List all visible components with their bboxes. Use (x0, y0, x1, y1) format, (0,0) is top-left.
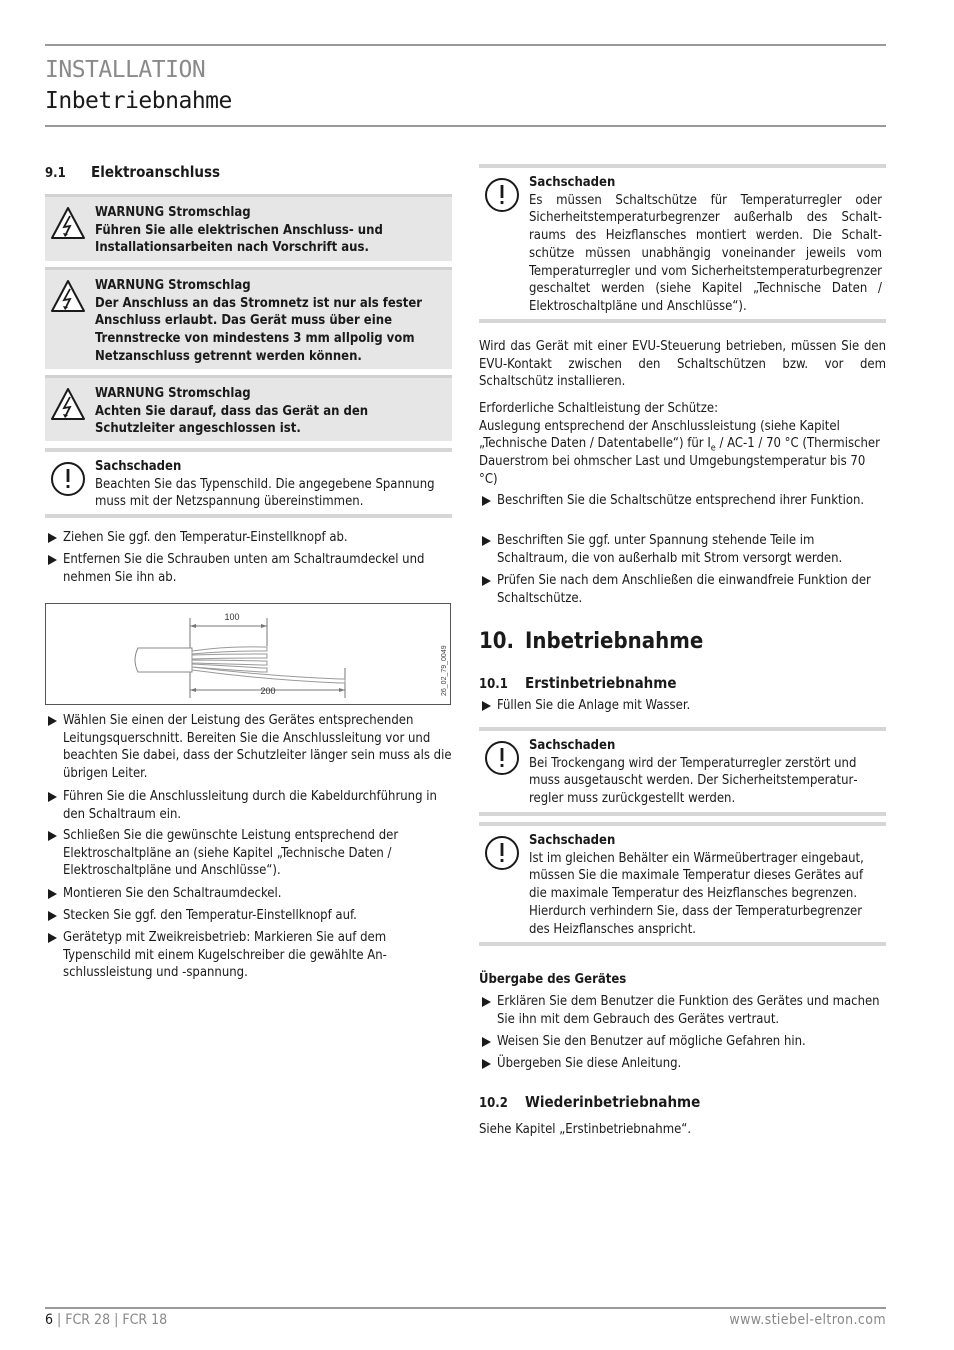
note-text (529, 832, 882, 938)
model-name: FCR 28 (65, 1312, 111, 1328)
model-name: FCR 18 (122, 1312, 168, 1328)
warning-text (95, 277, 448, 366)
section-heading-10-2 (479, 1092, 700, 1114)
note-body: Es müssen Schaltschütze für Temperaturregler oder Sicherheitstemperaturbegrenzer außerhalb des Schaltraums des Heizflansches montiert werden. Die Schaltschütze müssen unabhängig voneinander jeweils vom Temperaturregler und vom Sicherheitstemperaturbegrenzer geschaltet werden (siehe Kapitel „Technische Daten / Elektroschaltpläne und Anschlüsse“). (529, 192, 882, 314)
list-item: Wählen Sie einen der Leistung des Gerätes entsprechenden Leitungsquerschnitt. Bereiten Sie die Anschlussleitung vor und beachten Sie dabei, dass der Schutzleiter länger sein muss als die übrigen Leiter. (45, 712, 452, 783)
paragraph-see-chapter: Siehe Kapitel „Erstinbetriebnahme“. (479, 1122, 692, 1137)
electric-shock-warning-icon (50, 386, 86, 422)
list-item: Erklären Sie dem Benutzer die Funktion des Gerätes und machen Sie ihn mit dem Gebrauch des Gerätes vertraut. (479, 993, 886, 1028)
dimension-label-top: 100 (224, 612, 240, 622)
note-title: Sachschaden (529, 738, 616, 753)
exclamation-icon (484, 835, 520, 871)
warning-body: Der Anschluss an das Stromnetz ist nur als fester Anschluss erlaubt. Das Gerät muss über eine Trennstrecke von mindestens 3 mm allpolig vom Netzanschluss getrennt werden können. (95, 295, 423, 364)
chapter-title: Inbetriebnahme (525, 629, 704, 654)
footer-url: www.stiebel-eltron.com (729, 1312, 886, 1328)
material-damage-note (45, 448, 452, 518)
list-item: Beschriften Sie die Schaltschütze entsprechend ihrer Funktion. (479, 492, 886, 510)
material-damage-note (479, 822, 886, 946)
switching-capacity-text: Auslegung entsprechend der Anschlussleistung (siehe Kapitel „Technische Daten / Datentabelle“) für $I_e / AC-1 / 70$ °C (Thermischer Dauerstrom bei ohmscher Last und Umgebungstemperatur bis 70 °C) (479, 418, 880, 487)
note-title: Sachschaden (529, 175, 616, 190)
warning-box (45, 267, 452, 369)
section-number: 10.1 (479, 677, 508, 692)
list-item: Prüfen Sie nach dem Anschließen die einwandfreie Funktion der Schaltschütze. (479, 572, 886, 607)
section-title: Elektroanschluss (91, 163, 221, 181)
list-item: Stecken Sie ggf. den Temperatur-Einstellknopf auf. (45, 907, 452, 925)
exclamation-icon (484, 177, 520, 213)
list-item: Entfernen Sie die Schrauben unten am Schaltraumdeckel und nehmen Sie ihn ab. (45, 551, 452, 586)
paragraph-evu: Wird das Gerät mit einer EVU-Steuerung betrieben, müssen Sie den EVU-Kontakt zwischen den Schaltschützen bzw. vor dem Schaltschütz installieren. (479, 339, 886, 390)
exclamation-icon (50, 461, 86, 497)
list-item: Gerätetyp mit Zweikreisbetrieb: Markieren Sie auf dem Typenschild mit einem Kugelschreiber die gewählte Anschlussleistung und -spannung. (45, 929, 452, 982)
warning-title: WARNUNG Stromschlag (95, 278, 251, 293)
note-text (529, 737, 882, 808)
list-item: Führen Sie die Anschlussleitung durch die Kabeldurchführung in den Schaltraum ein. (45, 788, 452, 823)
list-item: Schließen Sie die gewünschte Leistung entsprechend der Elektroschaltpläne an (siehe Kapitel „Technische Daten / Elektroschaltpläne und Anschlüsse“). (45, 827, 452, 880)
chapter-heading-10 (479, 629, 703, 655)
note-title: Sachschaden (529, 833, 616, 848)
list-item: Ziehen Sie ggf. den Temperatur-Einstellknopf ab. (45, 529, 452, 547)
section-heading-10-1 (479, 673, 677, 695)
note-text (529, 174, 882, 316)
list-item: Weisen Sie den Benutzer auf mögliche Gefahren hin. (479, 1033, 886, 1051)
note-body: Bei Trockengang wird der Temperaturregler zerstört und muss ausgetauscht werden. Der Sicherheitstemperaturregler muss zurückgestellt werden. (529, 755, 858, 807)
note-text (95, 458, 448, 511)
material-damage-note (479, 727, 886, 816)
list-item: Montieren Sie den Schaltraumdeckel. (45, 885, 452, 903)
cable-preparation-diagram (46, 604, 450, 704)
exclamation-icon (484, 740, 520, 776)
chapter-number: 10. (479, 629, 515, 654)
warning-text (95, 385, 448, 438)
warning-body: Führen Sie alle elektrischen Anschluss- und Installationsarbeiten nach Vorschrift aus. (95, 222, 383, 256)
warning-title: WARNUNG Stromschlag (95, 205, 251, 220)
footer-left: 6 | FCR 28 | FCR 18 (45, 1312, 168, 1328)
section-heading-9-1 (45, 162, 220, 184)
warning-title: WARNUNG Stromschlag (95, 386, 251, 401)
electric-shock-warning-icon (50, 205, 86, 241)
warning-text (95, 204, 448, 257)
dimension-label-bottom: 200 (260, 686, 276, 696)
list-item: Füllen Sie die Anlage mit Wasser. (479, 697, 886, 715)
note-body: Ist im gleichen Behälter ein Wärmeübertrager eingebaut, müssen Sie die maximale Temperatur dieses Gerätes auf die maximale Temperatur des Heizflansches begrenzen. Hierdurch verhindern Sie, dass der Temperaturbegrenzer des Heizflansches anspricht. (529, 850, 864, 937)
warning-box (45, 375, 452, 441)
warning-box (45, 194, 452, 261)
handover-heading: Übergabe des Gerätes (479, 972, 627, 987)
list-item: Übergeben Sie diese Anleitung. (479, 1055, 886, 1073)
top-rule (45, 44, 886, 46)
list-item: Beschriften Sie ggf. unter Spannung stehende Teile im Schaltraum, die von außerhalb mit Strom versorgt werden. (479, 532, 886, 567)
switching-capacity-title: Erforderliche Schaltleistung der Schütze: (479, 401, 719, 416)
electric-shock-warning-icon (50, 278, 86, 314)
note-body: Beachten Sie das Typenschild. Die angegebene Spannung muss mit der Netzspannung übereinstimmen. (95, 476, 435, 510)
material-damage-note (479, 164, 886, 323)
header-section: INSTALLATION (45, 57, 206, 83)
header-title: Inbetriebnahme (45, 88, 232, 114)
note-title: Sachschaden (95, 459, 182, 474)
figure-code: 26_02_79_0049 (441, 645, 448, 696)
page-number: 6 (45, 1312, 54, 1328)
section-title: Erstinbetriebnahme (525, 674, 677, 692)
section-number: 9.1 (45, 166, 66, 181)
header-rule (45, 125, 886, 127)
section-number: 10.2 (479, 1096, 508, 1111)
paragraph-switching-capacity (479, 400, 886, 489)
bottom-rule (45, 1307, 886, 1309)
cable-preparation-figure (45, 603, 451, 705)
section-title: Wiederinbetriebnahme (525, 1093, 701, 1111)
warning-body: Achten Sie darauf, dass das Gerät an den Schutzleiter angeschlossen ist. (95, 403, 369, 437)
